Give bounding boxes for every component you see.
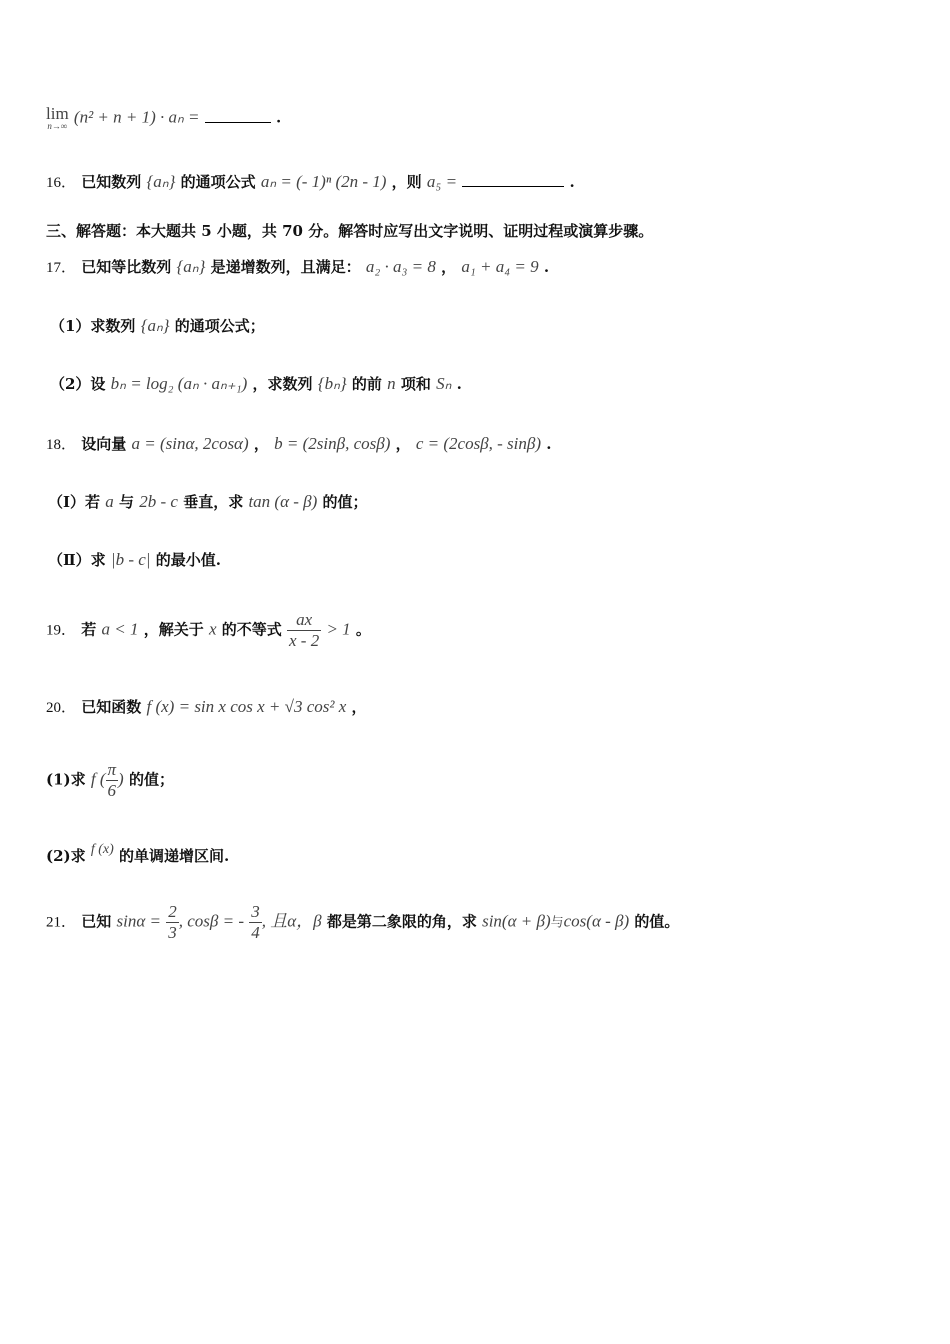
q20-p2-label: (2)求 xyxy=(46,847,86,865)
q16-text-2: 的通项公式 xyxy=(180,173,256,191)
q17-p1-label: （1）求数列 xyxy=(50,317,136,335)
q21-and-angles: , 且α，β xyxy=(261,911,322,931)
q15-end: . xyxy=(275,108,282,127)
q16-text-3: ，则 xyxy=(391,173,422,191)
q19-fraction-top: ax xyxy=(287,610,321,631)
q21-expr-1: sin(α + β) xyxy=(482,911,551,931)
q18-sep-1: ， xyxy=(253,435,269,453)
q20-p1-label: (1)求 xyxy=(46,770,86,789)
q20-part-1 xyxy=(46,760,174,801)
q17-condition-2: a₁ + a₄ = 9 xyxy=(461,257,539,276)
q20-p1-fraction xyxy=(106,760,119,801)
q17-p2-formula: bₙ = log₂ (aₙ · aₙ₊₁) xyxy=(110,374,248,393)
q16-end: . xyxy=(569,173,575,191)
q21-fraction-1 xyxy=(166,902,179,943)
q18-text-1: 设向量 xyxy=(81,435,127,453)
question-19 xyxy=(46,610,371,651)
q17-text-1: 已知等比数列 xyxy=(81,258,172,276)
q18-p2-expr: |b - c| xyxy=(110,550,151,569)
q16-text-1: 已知数列 xyxy=(81,173,142,191)
q17-part-1 xyxy=(50,316,265,336)
q19-fraction xyxy=(287,610,321,651)
answer-blank-15[interactable] xyxy=(205,108,271,123)
q17-p1-sequence: {aₙ} xyxy=(140,316,170,335)
q18-p1-a: a xyxy=(105,492,114,511)
q19-text-3: 的不等式 xyxy=(221,620,282,639)
q21-text-2: 都是第二象限的角，求 xyxy=(326,912,477,931)
q20-p1-fraction-bottom: 6 xyxy=(107,781,117,800)
q17-p2-text-1: ，求数列 xyxy=(252,375,313,393)
q21-cos: , cosβ = - xyxy=(178,911,244,931)
q16-target: a₅ = xyxy=(426,172,458,191)
q21-fraction-1-bottom: 3 xyxy=(168,923,177,942)
q21-text-3: 的值。 xyxy=(634,912,680,931)
q18-p1-expr: 2b - c xyxy=(139,492,178,511)
q20-p2-f: f (x) xyxy=(90,842,114,857)
question-18 xyxy=(46,434,552,455)
q21-yu: 与 xyxy=(550,914,564,930)
q19-condition: a < 1 xyxy=(101,619,139,639)
question-16 xyxy=(46,172,575,193)
q21-sin: sinα = xyxy=(116,911,161,931)
question-17 xyxy=(46,257,549,278)
q20-p1-f: f ( xyxy=(90,769,106,789)
q18-part-2 xyxy=(48,550,221,570)
q17-separator: ， xyxy=(441,258,457,276)
q17-p2-text-3: 项和 xyxy=(400,375,431,393)
q18-vector-a: a = (sinα, 2cosα) xyxy=(131,434,249,453)
q21-fraction-2-top: 3 xyxy=(251,902,260,921)
question-number: 16． xyxy=(46,175,77,191)
limit-word: lim xyxy=(46,104,69,123)
q21-text-1: 已知 xyxy=(81,912,112,931)
q16-sequence: {aₙ} xyxy=(146,172,176,191)
q17-condition-1: a₂ · a₃ = 8 xyxy=(365,257,436,276)
q19-text-1: 若 xyxy=(81,620,97,639)
q18-sep-2: ， xyxy=(395,435,411,453)
q18-vector-c: c = (2cosβ, - sinβ) xyxy=(415,434,542,453)
q19-fraction-bottom: x - 2 xyxy=(289,631,320,650)
answer-blank-16[interactable] xyxy=(462,172,564,187)
q17-p2-sequence: {bₙ} xyxy=(317,374,347,393)
question-number: 20． xyxy=(46,700,77,716)
q17-p2-text-2: 的前 xyxy=(351,375,382,393)
q20-p1-close: ) xyxy=(118,769,124,789)
q18-part-1 xyxy=(48,492,368,512)
question-number: 18． xyxy=(46,437,77,453)
q17-part-2 xyxy=(50,374,462,394)
question-number: 17． xyxy=(46,260,77,276)
question-number: 19． xyxy=(46,622,77,639)
q21-expr-2: cos(α - β) xyxy=(563,911,630,931)
q18-vector-b: b = (2sinβ, cosβ) xyxy=(274,434,391,453)
q17-p1-text: 的通项公式； xyxy=(174,317,265,335)
q20-part-2 xyxy=(46,840,229,866)
q19-x: x xyxy=(208,619,217,639)
q15-expression: (n² + n + 1) · aₙ = xyxy=(73,107,200,127)
q19-end: 。 xyxy=(355,620,371,639)
q21-fraction-2-bottom: 4 xyxy=(251,923,260,942)
q18-p1-tan: tan (α - β) xyxy=(248,492,318,511)
q17-p2-n: n xyxy=(387,374,396,393)
q19-greater: > 1 xyxy=(326,619,351,639)
q17-p2-sum: Sₙ xyxy=(436,374,452,393)
q17-end: . xyxy=(543,258,550,276)
q20-p2-text: 的单调递增区间. xyxy=(119,847,230,865)
q17-text-2: 是递增数列，且满足： xyxy=(210,258,361,276)
q18-p2-label: （Ⅱ）求 xyxy=(48,551,106,569)
q18-p1-text-3: 的值； xyxy=(322,493,368,511)
question-20 xyxy=(46,697,367,718)
question-21 xyxy=(46,902,679,943)
q21-fraction-2 xyxy=(249,902,262,943)
q18-end: . xyxy=(546,435,552,453)
question-number: 21． xyxy=(46,914,77,931)
section-3-header: 三、解答题：本大题共 5 小题，共 70 分。解答时应写出文字说明、证明过程或演算步骤。 xyxy=(46,222,654,240)
q17-p2-label: （2）设 xyxy=(50,375,106,393)
q17-sequence: {aₙ} xyxy=(176,257,206,276)
q16-formula: aₙ = (- 1)ⁿ (2n - 1) xyxy=(260,172,387,191)
q15-tail-line xyxy=(46,106,281,131)
q18-p1-text-2: 垂直，求 xyxy=(183,493,244,511)
q17-p2-end: . xyxy=(456,375,462,393)
limit-subscript: n→∞ xyxy=(47,121,68,131)
q20-p1-fraction-top: π xyxy=(107,760,117,779)
q18-p1-text-1: 与 xyxy=(119,493,135,511)
q20-p1-text: 的值； xyxy=(128,770,174,789)
q21-fraction-1-top: 2 xyxy=(168,902,177,921)
q18-p1-label: （Ⅰ）若 xyxy=(48,493,101,511)
q20-formula: f (x) = sin x cos x + √3 cos² x xyxy=(146,697,347,716)
q18-p2-text: 的最小值. xyxy=(155,551,221,569)
q20-end: ， xyxy=(351,698,367,716)
q20-text-1: 已知函数 xyxy=(81,698,142,716)
q19-text-2: ，解关于 xyxy=(143,620,204,639)
limit-operator xyxy=(46,106,69,131)
